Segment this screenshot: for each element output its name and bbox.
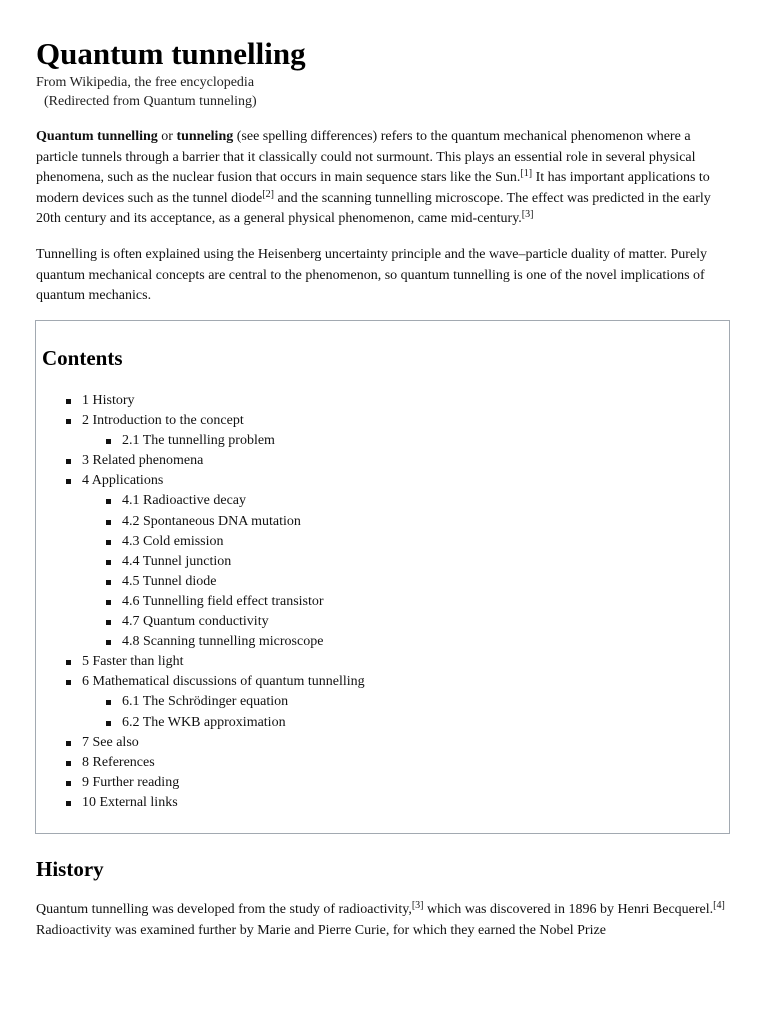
toc-item-faster-than-light[interactable]: 5 Faster than light (82, 652, 365, 672)
toc-item-references[interactable]: 8 References (82, 753, 365, 773)
reference-link[interactable]: [4] (713, 900, 725, 911)
toc-item-radioactive-decay[interactable]: 4.1 Radioactive decay (82, 491, 365, 511)
toc-item-further-reading[interactable]: 9 Further reading (82, 773, 365, 793)
table-of-contents (35, 320, 730, 834)
toc-item-external-links[interactable]: 10 External links (82, 793, 365, 813)
reference-link[interactable]: [1] (520, 168, 533, 179)
toc-item-history[interactable]: 1 History (82, 391, 365, 411)
reference-link[interactable]: [2] (262, 188, 274, 200)
toc-item-applications[interactable]: 4 Applications (82, 471, 365, 491)
intro-paragraph-1 (36, 127, 726, 230)
toc-title: Contents (42, 346, 123, 370)
reference-link[interactable]: [3] (411, 900, 424, 911)
history-text: Radioactivity was examined further by Marie and Pierre Curie, for which they earned the Nobel Prize (36, 922, 606, 938)
toc-item-related-phenomena[interactable]: 3 Related phenomena (82, 451, 365, 471)
toc-item-cold-emission[interactable]: 4.3 Cold emission (82, 532, 365, 552)
history-text: Quantum tunnelling was developed from the study of radioactivity, (36, 902, 412, 917)
bold-term-tunneling: tunneling (176, 129, 234, 144)
intro-text: and the scanning tunnelling microscope. The effect was predicted in the early 20th century and its acceptance, as a general physical phenomenon, came mid-century. (36, 190, 711, 226)
intro-paragraph-2: Tunnelling is often explained using the Heisenberg uncertainty principle and the wave–particle duality of matter. Purely quantum mechanical concepts are central to the phenomenon, so quantum tunnelling is one of the novel implications of quantum mechanics. (36, 247, 708, 303)
toc-list (82, 391, 365, 813)
intro-text: or (157, 129, 177, 144)
section-heading-history: History (36, 857, 104, 881)
toc-item-mathematical-discussions[interactable]: 6 Mathematical discussions of quantum tunnelling (82, 672, 365, 692)
toc-item-wkb-approximation[interactable]: 6.2 The WKB approximation (82, 713, 365, 733)
page-title: Quantum tunnelling (36, 36, 306, 71)
toc-item-tunnelling-problem[interactable]: 2.1 The tunnelling problem (82, 431, 365, 451)
reference-link[interactable]: [3] (521, 209, 534, 220)
toc-item-schrodinger-equation[interactable]: 6.1 The Schrödinger equation (82, 692, 365, 712)
toc-item-scanning-tunnelling-microscope[interactable]: 4.8 Scanning tunnelling microscope (82, 632, 365, 652)
toc-item-tunnel-diode[interactable]: 4.5 Tunnel diode (82, 572, 365, 592)
toc-item-tunnelling-fet[interactable]: 4.6 Tunnelling field effect transistor (82, 592, 365, 612)
redirect-notice: (Redirected from Quantum tunneling) (44, 94, 257, 109)
site-subtitle: From Wikipedia, the free encyclopedia (36, 75, 255, 90)
toc-item-see-also[interactable]: 7 See also (82, 733, 365, 753)
history-text: which was discovered in 1896 by Henri Becquerel. (423, 902, 714, 917)
intro-text: (see spelling differences) refers to the quantum mechanical phenomenon where a particle tunnels through a barrier that it classically could not surmount. This plays an essential role in several physical phenomena, such as the nuclear fusion that occurs in main sequence stars like the Sun. (36, 129, 696, 185)
toc-item-introduction[interactable]: 2 Introduction to the concept (82, 411, 365, 431)
history-paragraph (36, 900, 726, 941)
intro-text: It has important applications to modern devices such as the tunnel diode (36, 170, 710, 206)
toc-item-quantum-conductivity[interactable]: 4.7 Quantum conductivity (82, 612, 365, 632)
toc-item-dna-mutation[interactable]: 4.2 Spontaneous DNA mutation (82, 512, 365, 532)
toc-item-tunnel-junction[interactable]: 4.4 Tunnel junction (82, 552, 365, 572)
bold-term-quantum-tunnelling: Quantum tunnelling (36, 129, 158, 144)
